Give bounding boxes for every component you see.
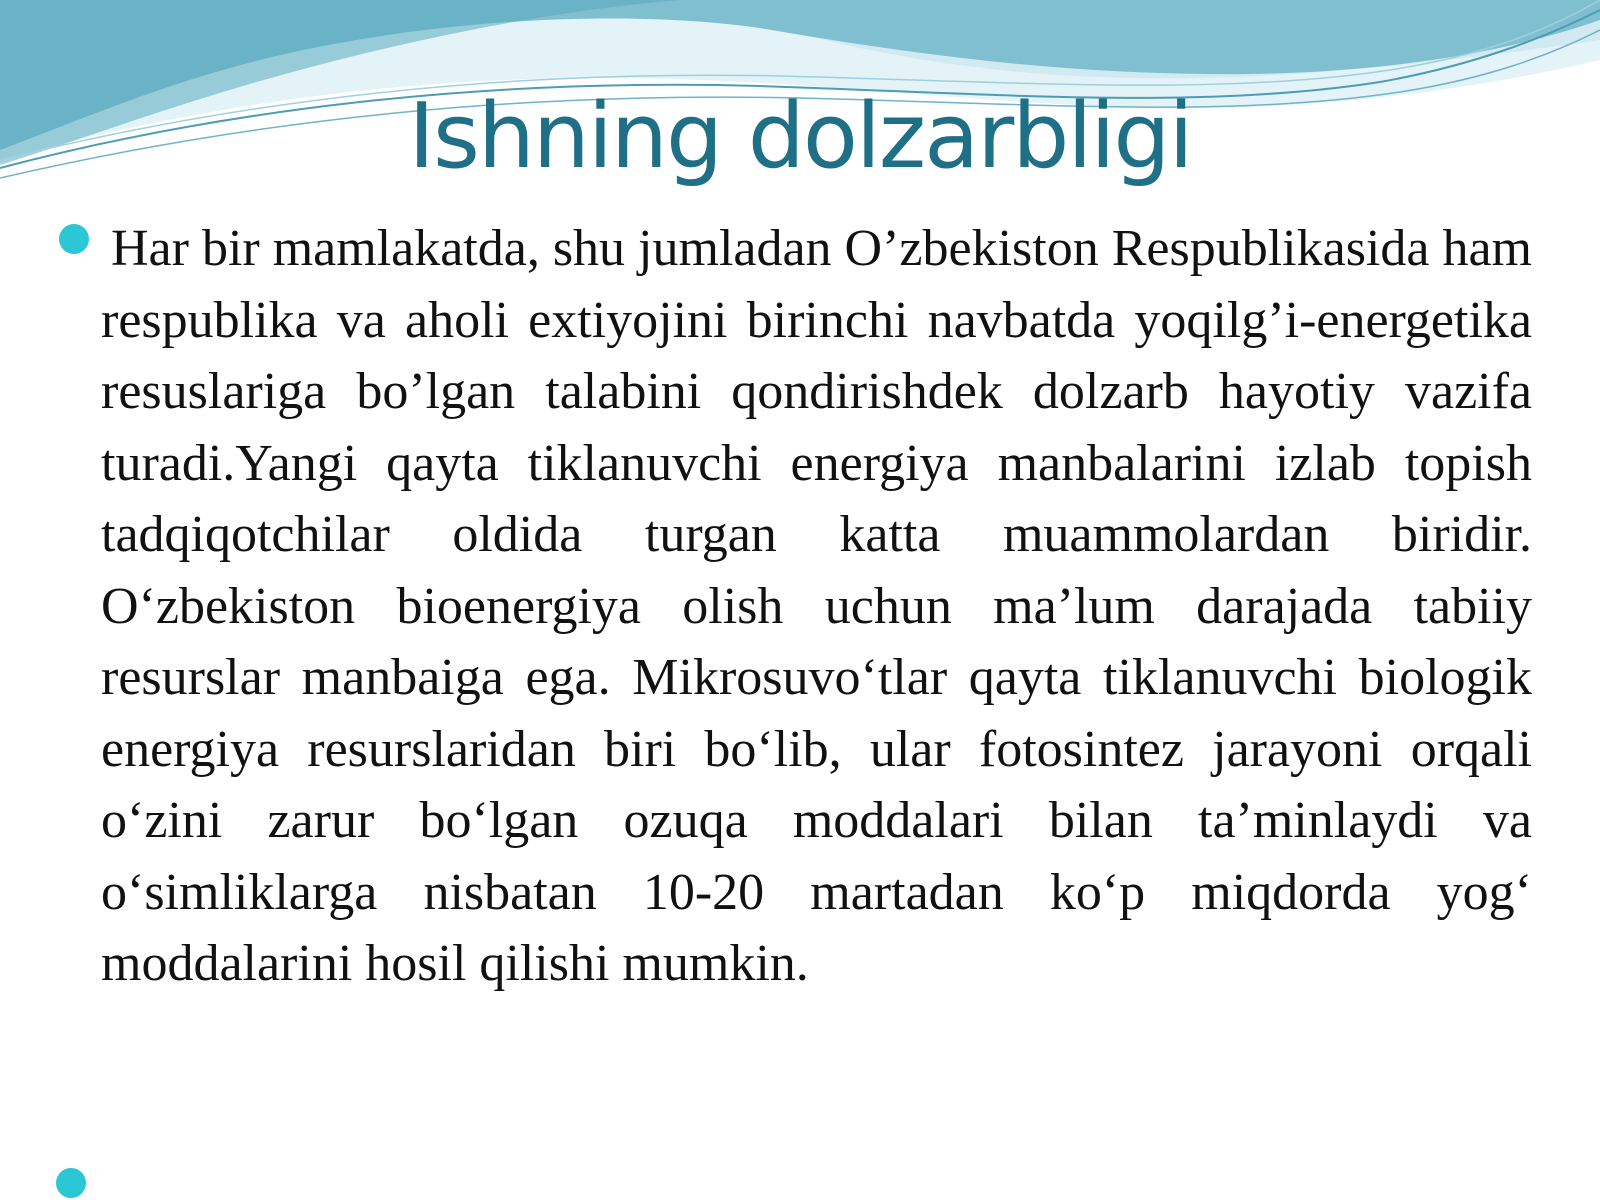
slide-title: Ishning dolzarbligi <box>408 84 1192 189</box>
bullet-dot-icon <box>56 1168 86 1198</box>
bullet-text: Har bir mamlakatda, shu jumladan O’zbekiston Respublikasida ham respublika va aholi extiyojini birinchi navbatda yoqilg’i-energetika resuslariga bo’lgan talabini qondirishdek dolzarb hayotiy vazifa turadi.Yangi qayta tiklanuvchi energiya manbalarini izlab topish tadqiqotchilar oldida turgan katta muammolardan biridir. O‘zbekiston bioenergiya olish uchun ma’lum darajada tabiiy resurslar manbaiga ega. Mikrosuvo‘tlar qayta tiklanuvchi biologik energiya resurslaridan biri bo‘lib, ular fotosintez jarayoni orqali o‘zini zarur bo‘lgan ozuqa moddalari bilan ta’minlaydi va o‘simliklarga nisbatan 10-20 martadan ko‘p miqdorda yog‘ moddalarini hosil qilishi mumkin. <box>101 220 1532 992</box>
bullet-dot-icon <box>59 224 89 254</box>
